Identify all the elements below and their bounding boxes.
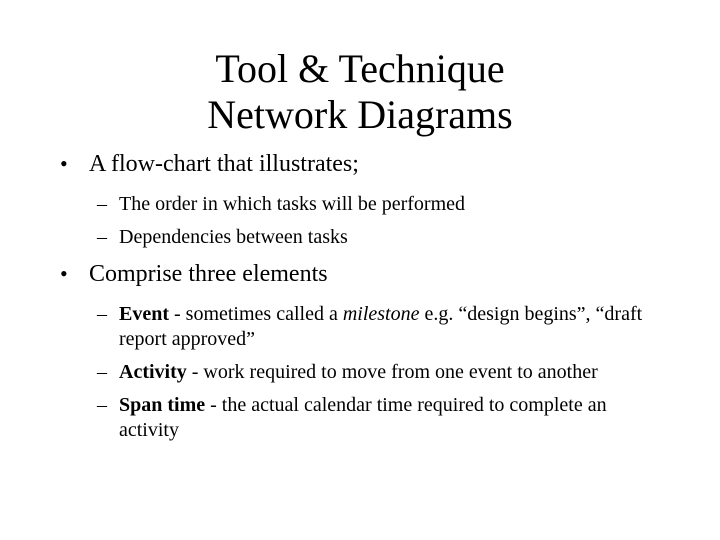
sub-bullet-event	[60, 302, 660, 352]
activity-desc: - work required to move from one event to another	[186, 361, 598, 383]
dash-marker: –	[97, 394, 107, 416]
sub-bullet-text: Dependencies between tasks	[119, 226, 348, 248]
slide-title	[0, 46, 720, 138]
dash-marker: –	[97, 361, 107, 383]
bullet-marker: •	[60, 261, 68, 286]
slide-body	[60, 150, 660, 451]
sub-bullet-task-order	[60, 192, 660, 217]
term-milestone: milestone	[342, 303, 420, 325]
dash-marker: –	[97, 226, 107, 248]
dash-marker: –	[97, 193, 107, 215]
bullet-text: Comprise three elements	[89, 261, 328, 287]
dash-marker: –	[97, 303, 107, 325]
bullet-marker: •	[60, 151, 68, 176]
event-desc-pre: - sometimes called a	[169, 303, 343, 325]
bullet-text: A flow-chart that illustrates;	[89, 151, 359, 177]
bullet-flow-chart	[60, 150, 660, 178]
sub-bullet-span-time	[60, 393, 660, 443]
term-span-time: Span time	[119, 394, 206, 416]
span-time-desc: - the actual calendar time required to complete an activity	[119, 394, 607, 441]
term-activity: Activity	[119, 361, 187, 383]
term-event: Event	[119, 303, 169, 325]
sub-bullet-text: The order in which tasks will be performed	[119, 193, 466, 215]
sub-bullet-dependencies	[60, 225, 660, 250]
title-line-2: Network Diagrams	[207, 92, 513, 137]
bullet-three-elements	[60, 260, 660, 288]
sub-bullet-activity	[60, 360, 660, 385]
event-desc-post: e.g. “design begins”, “draft report approved”	[119, 303, 643, 350]
title-line-1: Tool & Technique	[215, 46, 505, 91]
